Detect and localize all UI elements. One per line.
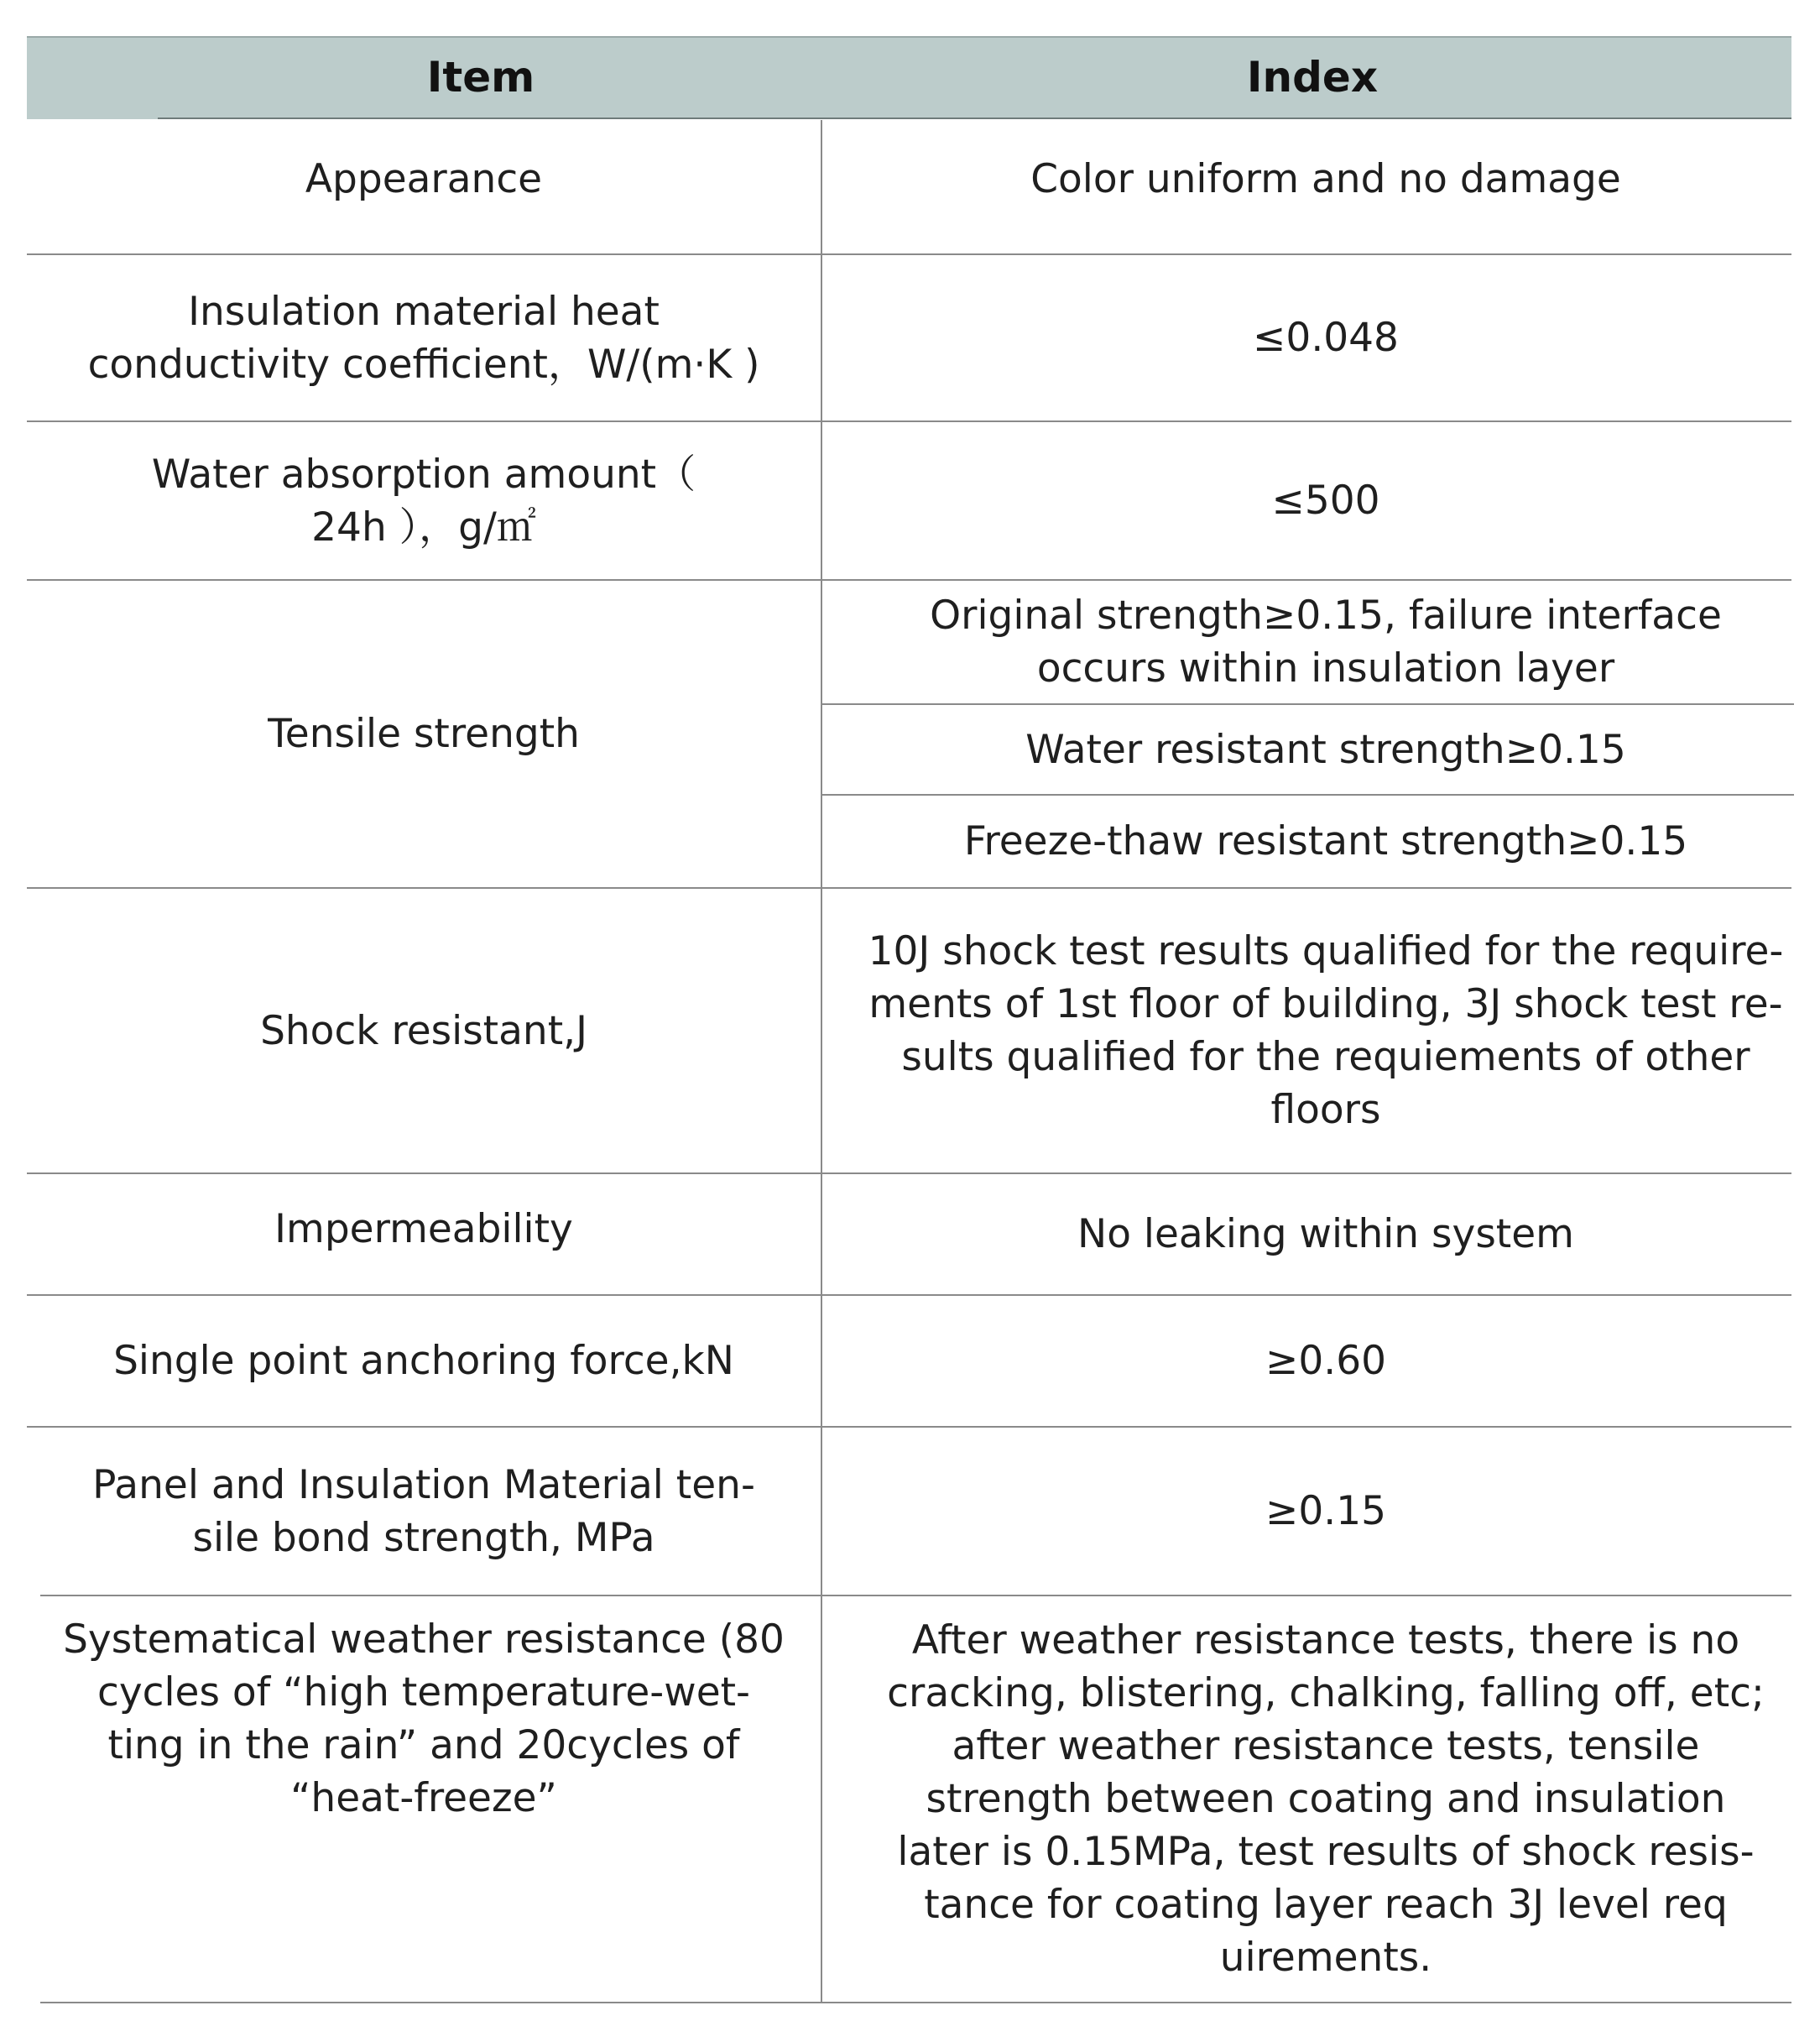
row-divider [40,2002,1791,2003]
item-cell: Systematical weather resistance (80 cycles of “high temperature-wet- ting in the rain” and 20cycles of “heat-freeze” [63,1616,785,1821]
item-cell: Tensile strength [268,711,580,757]
item-cell: Impermeability [274,1205,573,1252]
item-cell: Appearance [305,156,543,202]
index-cell: After weather resistance tests, there is no cracking, blistering, chalking, falling off, etc; after weather resistance tests, tensile strength between coating and insulation later is 0.15MPa, test results of shock resis- tance for coating layer reach 3J level req uirements. [887,1617,1765,1981]
index-cell: Color uniform and no damage [1030,156,1621,202]
index-cell: ≥0.15 [1265,1488,1387,1534]
item-cell: Insulation material heat conductivity coefficient，W/(m·K ) [87,288,760,388]
index-cell: Water resistant strength≥0.15 [1025,726,1626,773]
item-cell: Water absorption amount（ 24h ），g/㎡ [151,451,696,551]
column-header-index: Index [1246,52,1379,102]
index-cell: 10J shock test results qualified for the require- ments of 1st floor of building, 3J shock test re- sults qualified for the requiements of other floors [868,928,1784,1133]
item-cell: Shock resistant,J [260,1007,587,1054]
index-cell: Original strength≥0.15, failure interface occurs within insulation layer [930,593,1722,692]
index-cell: ≤500 [1271,478,1380,524]
index-cell: Freeze-thaw resistant strength≥0.15 [963,818,1688,864]
index-cell: No leaking within system [1077,1211,1574,1257]
index-cell: ≤0.048 [1253,315,1399,361]
item-cell: Panel and Insulation Material ten- sile bond strength, MPa [92,1461,755,1561]
item-cell: Single point anchoring force,kN [113,1338,734,1384]
index-cell: ≥0.60 [1265,1338,1387,1384]
column-header-item: Item [426,52,535,102]
